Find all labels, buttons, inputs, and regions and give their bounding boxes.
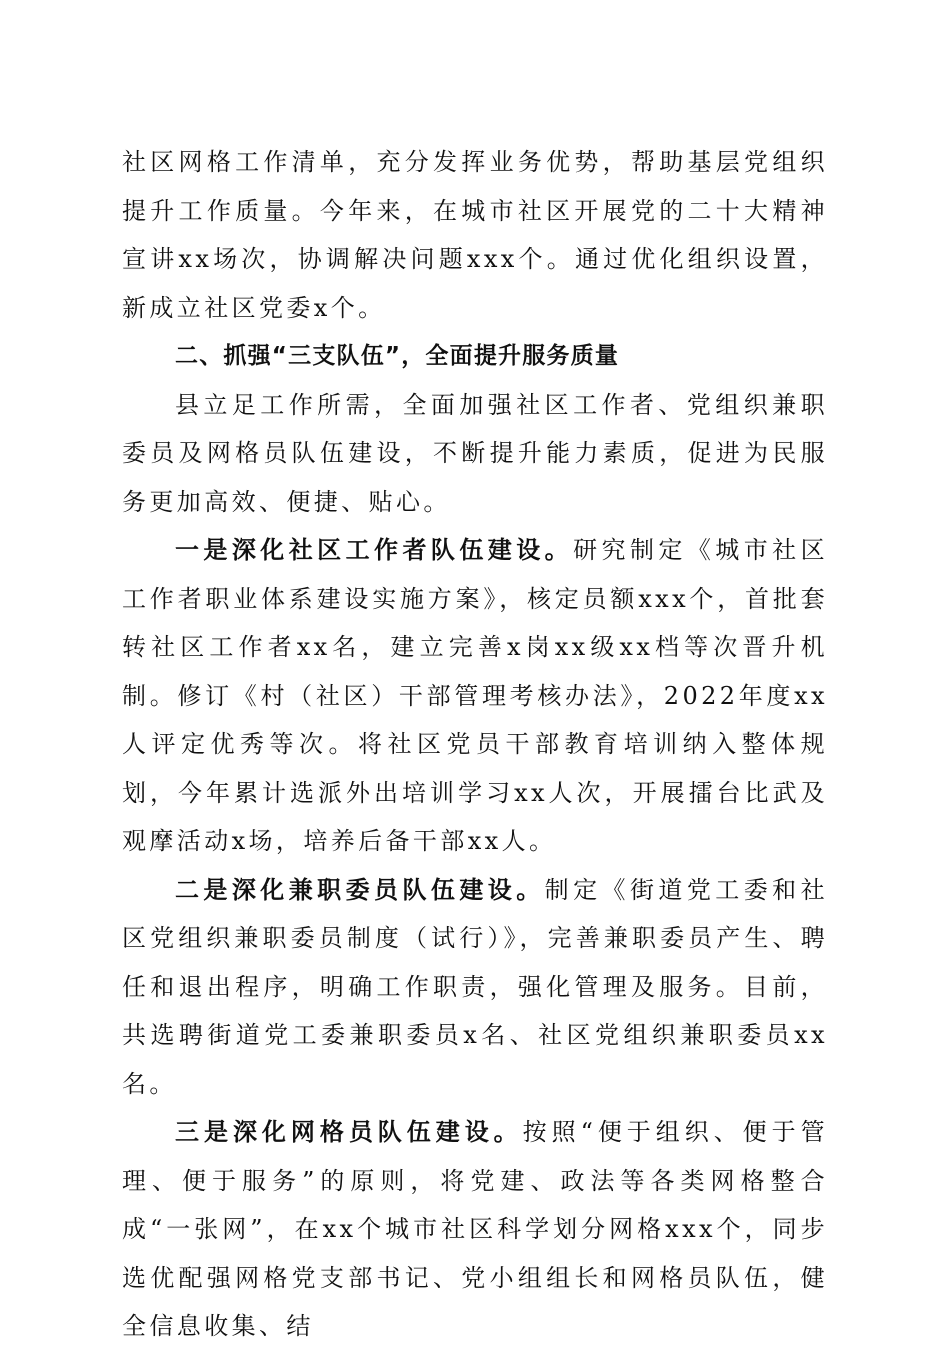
paragraph-4-lead: 二是深化兼职委员队伍建设。 — [175, 874, 545, 904]
paragraph-1-text: 社区网格工作清单，充分发挥业务优势，帮助基层党组织提升工作质量。今年来，在城市社区开展党的二十大精神宣讲xx场次，协调解决问题xxx个。通过优化组织设置，新成立社区党委x个。 — [122, 148, 828, 322]
section-heading-text: 二、抓强“三支队伍”，全面提升服务质量 — [175, 343, 620, 369]
paragraph-5-lead: 三是深化网格员队伍建设。 — [175, 1117, 523, 1146]
paragraph-4-text: 制定《街道党工委和社区党组织兼职委员制度（试行）》，完善兼职委员产生、聘任和退出程序，明确工作职责，强化管理及服务。目前，共选聘街道党工委兼职委员x名、社区党组织兼职委员xx名。 — [122, 875, 828, 1098]
paragraph-2 — [122, 381, 828, 527]
paragraph-3 — [122, 526, 828, 866]
paragraph-5 — [122, 1108, 828, 1351]
paragraph-2-text: 县立足工作所需，全面加强社区工作者、党组织兼职委员及网格员队伍建设，不断提升能力素质，促进为民服务更加高效、便捷、贴心。 — [122, 390, 828, 516]
paragraph-4 — [122, 866, 828, 1109]
paragraph-3-text: 研究制定《城市社区工作者职业体系建设实施方案》，核定员额xxx个，首批套转社区工作者xx名，建立完善x岗xx级xx档等次晋升机制。修订《村（社区）干部管理考核办法》，2022年度xx人评定优秀等次。将社区党员干部教育培训纳入整体规划，今年累计选派外出培训学习xx人次，开展擂台比武及观摩活动x场，培养后备干部xx人。 — [122, 536, 828, 855]
paragraph-3-lead: 一是深化社区工作者队伍建设。 — [175, 535, 574, 564]
document-body — [122, 138, 828, 1351]
paragraph-1 — [122, 138, 828, 332]
paragraph-5-text: 按照“便于组织、便于管理、便于服务”的原则，将党建、政法等各类网格整合成“一张网”，在xx个城市社区科学划分网格xxx个，同步选优配强网格党支部书记、党小组组长和网格员队伍，健全信息收集、结 — [122, 1118, 828, 1340]
section-heading — [122, 332, 828, 381]
